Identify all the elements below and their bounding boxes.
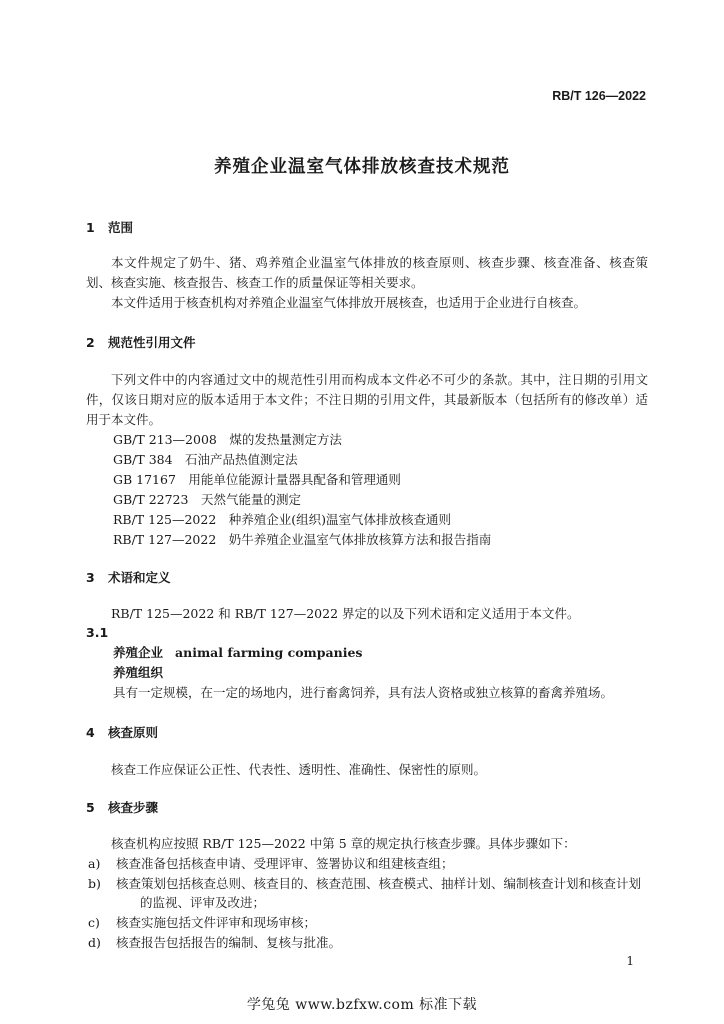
page-number: 1 xyxy=(626,954,634,968)
term-number: 3.1 xyxy=(86,625,109,640)
list-text: 核查策划包括核查总则、核查目的、核查范围、核查模式、抽样计划、编制核查计划和核查计划 xyxy=(116,876,642,891)
list-text: 核查实施包括文件评审和现场审核； xyxy=(116,915,317,930)
list-item xyxy=(88,874,650,894)
list-label: d) xyxy=(88,935,101,950)
list-label: b) xyxy=(88,876,101,891)
section-1-paragraph-2: 本文件适用于核查机构对养殖企业温室气体排放开展核查，也适用于企业进行自核查。 xyxy=(111,295,587,310)
list-label: c) xyxy=(88,915,100,930)
list-text: 核查准备包括核查申请、受理评审、签署协议和组建核查组； xyxy=(116,856,454,871)
section-5-intro: 核查机构应按照 RB/T 125—2022 中第 5 章的规定执行核查步骤。具体步骤如下： xyxy=(111,836,576,851)
section-2-heading xyxy=(86,333,196,351)
section-4-paragraph: 核查工作应保证公正性、代表性、透明性、准确性、保密性的原则。 xyxy=(111,762,487,777)
document-title: 养殖企业温室气体排放核查技术规范 xyxy=(214,157,510,177)
section-3-heading xyxy=(86,568,171,586)
term-alternative: 养殖组织 xyxy=(113,665,164,680)
term-entry xyxy=(113,643,362,661)
reference-item: GB/T 384 石油产品热值测定法 xyxy=(113,452,298,467)
list-text: 核查报告包括报告的编制、复核与批准。 xyxy=(116,935,342,950)
reference-item: GB 17167 用能单位能源计量器具配备和管理通则 xyxy=(113,472,401,487)
section-4-heading xyxy=(86,723,158,741)
reference-item: RB/T 127—2022 奶牛养殖企业温室气体排放核算方法和报告指南 xyxy=(113,532,492,547)
section-1-title: 范围 xyxy=(108,220,134,235)
reference-item: RB/T 125—2022 种养殖企业(组织)温室气体排放核查通则 xyxy=(113,512,452,527)
term-english: animal farming companies xyxy=(175,645,363,660)
term-definition: 具有一定规模，在一定的场地内，进行畜禽饲养，具有法人资格或独立核算的畜禽养殖场。 xyxy=(113,685,614,700)
section-2-intro: 下列文件中的内容通过文中的规范性引用而构成本文件必不可少的条款。其中，注日期的引用文件，仅该日期对应的版本适用于本文件；不注日期的引用文件，其最新版本（包括所有的修改单）适用于本文件。 xyxy=(86,372,648,427)
section-5-heading xyxy=(86,798,158,816)
section-3-intro: RB/T 125—2022 和 RB/T 127—2022 界定的以及下列术语和定义适用于本文件。 xyxy=(111,606,580,621)
section-1-paragraph-1: 本文件规定了奶牛、猪、鸡养殖企业温室气体排放的核查原则、核查步骤、核查准备、核查策划、核查实施、核查报告、核查工作的质量保证等相关要求。 xyxy=(86,255,648,290)
section-3-title: 术语和定义 xyxy=(108,570,171,585)
list-item xyxy=(88,854,650,874)
section-2-number: 2 xyxy=(86,335,95,350)
section-4-title: 核查原则 xyxy=(108,725,159,740)
section-4-number: 4 xyxy=(86,725,95,740)
list-item xyxy=(88,933,650,953)
reference-item: GB/T 22723 天然气能量的测定 xyxy=(113,492,301,507)
section-3-number: 3 xyxy=(86,570,95,585)
term-chinese: 养殖企业 xyxy=(113,645,164,660)
reference-item: GB/T 213—2008 煤的发热量测定方法 xyxy=(113,432,342,447)
list-item xyxy=(88,913,650,933)
section-1-heading xyxy=(86,218,133,236)
section-2-title: 规范性引用文件 xyxy=(108,335,196,350)
footer-watermark-text: 学兔兔 www.bzfxw.com 标准下载 xyxy=(246,997,478,1013)
list-label: a) xyxy=(88,856,101,871)
section-5-title: 核查步骤 xyxy=(108,800,159,815)
standard-number: RB/T 126—2022 xyxy=(552,89,646,103)
section-5-number: 5 xyxy=(86,800,95,815)
list-item-continuation: 的监视、评审及改进； xyxy=(140,895,266,910)
section-1-number: 1 xyxy=(86,220,95,235)
